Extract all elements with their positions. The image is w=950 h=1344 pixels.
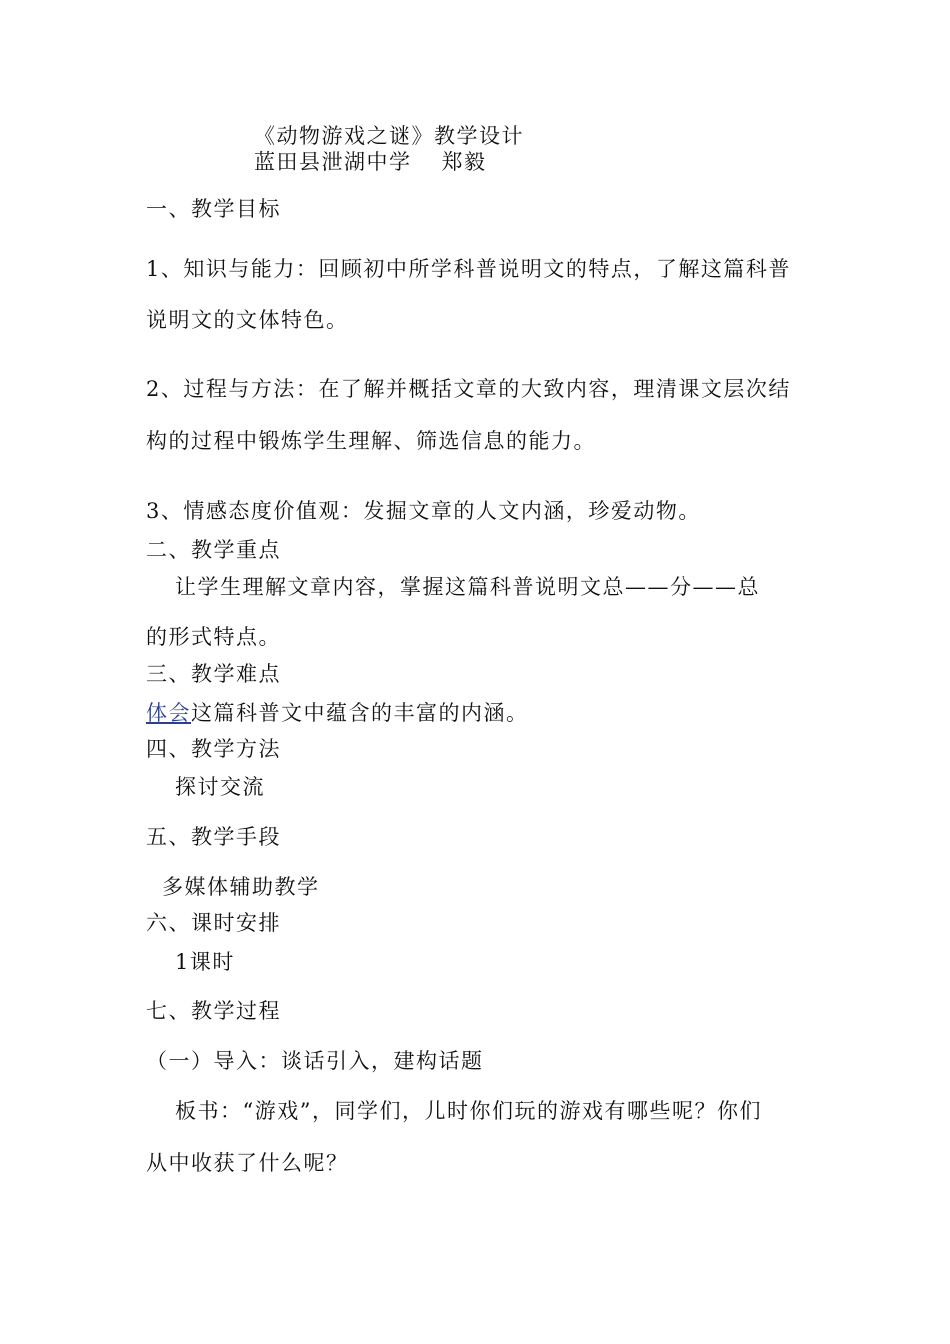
difficulties-line — [146, 699, 529, 727]
key-points-line-2: 的形式特点。 — [146, 625, 281, 649]
process-paragraph-line-1: 板书：“游戏”，同学们，儿时你们玩的游戏有哪些呢？你们 — [175, 1099, 762, 1123]
hyperlink-tihui[interactable]: 体会 — [146, 701, 191, 725]
goal-1-line-2: 说明文的文体特色。 — [146, 308, 349, 332]
key-points-line-1: 让学生理解文章内容，掌握这篇科普说明文总——分——总 — [175, 575, 760, 599]
author-name: 郑毅 — [441, 150, 487, 174]
methods-text: 探讨交流 — [175, 775, 265, 799]
process-paragraph-line-2: 从中收获了什么呢？ — [146, 1151, 349, 1175]
section-heading-difficulties: 三、教学难点 — [146, 662, 281, 686]
section-heading-goals: 一、教学目标 — [146, 197, 281, 221]
difficulties-text: 这篇科普文中蕴含的丰富的内涵。 — [191, 701, 529, 725]
goal-1-line-1: 1、知识与能力：回顾初中所学科普说明文的特点，了解这篇科普 — [146, 257, 791, 281]
goal-2-line-2: 构的过程中锻炼学生理解、筛选信息的能力。 — [146, 429, 596, 453]
process-subheading-1: （一）导入：谈话引入，建构话题 — [146, 1049, 484, 1073]
section-heading-methods: 四、教学方法 — [146, 737, 281, 761]
section-heading-key-points: 二、教学重点 — [146, 538, 281, 562]
school-name: 蓝田县泄湖中学 — [254, 150, 412, 174]
author-line — [254, 148, 487, 176]
schedule-text: 1课时 — [175, 950, 235, 974]
section-heading-means: 五、教学手段 — [146, 825, 281, 849]
goal-2-line-1: 2、过程与方法：在了解并概括文章的大致内容，理清课文层次结 — [146, 377, 791, 401]
goal-3: 3、情感态度价值观：发掘文章的人文内涵，珍爱动物。 — [146, 499, 701, 523]
section-heading-process: 七、教学过程 — [146, 999, 281, 1023]
means-text: 多媒体辅助教学 — [162, 875, 320, 899]
section-heading-schedule: 六、课时安排 — [146, 911, 281, 935]
document-title: 《动物游戏之谜》教学设计 — [254, 124, 524, 148]
